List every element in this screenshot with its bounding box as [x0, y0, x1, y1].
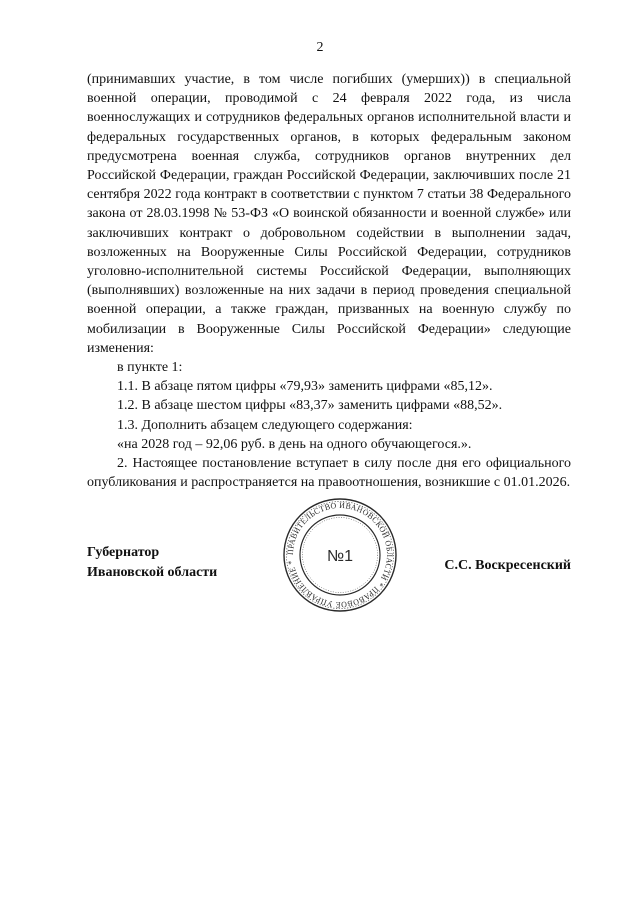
- paragraph-item-1-2: 1.2. В абзаце шестом цифры «83,37» заменить цифрами «88,52».: [117, 398, 503, 414]
- signer-title-line1: Губернатор: [87, 545, 160, 560]
- paragraph-item-2: 2. Настоящее постановление вступает в силу после дня его официального опубликования и распространяется на правоотношения, возникшие с 01.01.2026.: [87, 456, 571, 491]
- paragraph-item-1: в пункте 1:: [117, 360, 183, 376]
- signer-title-line2: Ивановской области: [87, 564, 218, 580]
- paragraph-item-1-1: 1.1. В абзаце пятом цифры «79,93» заменить цифрами «85,12».: [117, 379, 493, 395]
- signer-title: [87, 543, 217, 582]
- paragraph-new-text: «на 2028 год – 92,06 руб. в день на одного обучающегося.».: [117, 436, 472, 452]
- official-seal: [282, 497, 398, 613]
- paragraph-intro: (принимавших участие, в том числе погибших (умерших)) в специальной военной операции, проводимой с 24 февраля 2022 года, из числа военнослужащих и сотрудников федеральных органов исполнительной власти и федеральных государственных органов, в которых федеральным законом предусмотрена военная служба, сотрудников органов внутренних дел Российской Федерации, граждан Российской Федерации, заключивших после 21 сентября 2022 года контракт в соответствии с пунктом 7 статьи 38 Федерального закона от 28.03.1998 № 53-ФЗ «О воинской обязанности и военной службе» или заключивших контракт о добровольном содействии в выполнении задач, возложенных на Вооруженные Силы Российской Федерации, сотрудников уголовно-исполнительной системы Российской Федерации, выполняющих (выполнявших) возложенные на них задачи в период проведения специальной военной операции, а также граждан, призванных на военную службу по мобилизации в Вооруженные Силы Российской Федерации» следующие изменения:: [87, 72, 571, 356]
- paragraph-item-1-3: 1.3. Дополнить абзацем следующего содержания:: [117, 417, 413, 433]
- document-body: [87, 70, 571, 492]
- signer-name: С.С. Воскресенский: [444, 558, 571, 573]
- seal-ring-text: ПРАВИТЕЛЬСТВО ИВАНОВСКОЙ ОБЛАСТИ * ПРАВОВОЕ УПРАВЛЕНИЕ *: [285, 500, 395, 610]
- page-number: 2: [316, 40, 324, 55]
- seal-center-number: №1: [326, 548, 354, 565]
